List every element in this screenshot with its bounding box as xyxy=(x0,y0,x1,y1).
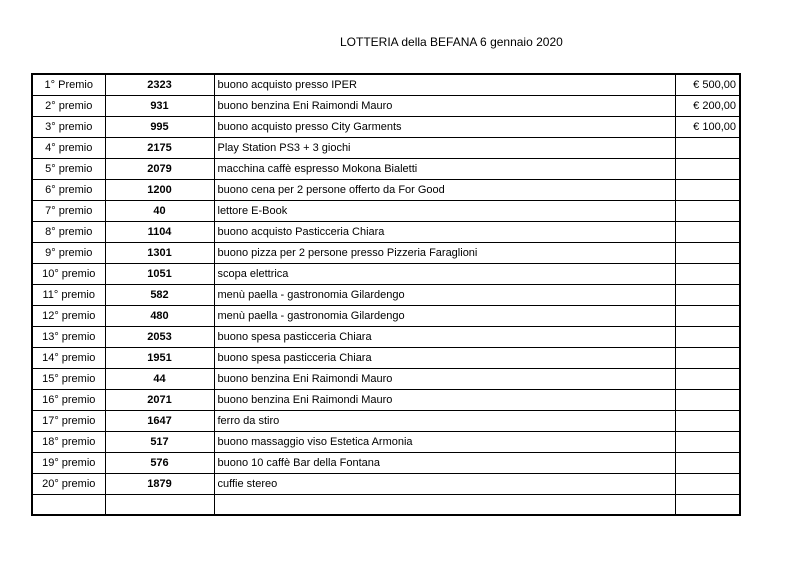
prize-description-cell: buono acquisto presso IPER xyxy=(214,74,675,96)
winning-number-cell: 2323 xyxy=(105,74,214,96)
prize-description-cell: buono 10 caffè Bar della Fontana xyxy=(214,453,675,474)
winning-number-cell: 582 xyxy=(105,285,214,306)
prize-value-cell xyxy=(675,159,740,180)
winning-number-cell: 44 xyxy=(105,369,214,390)
prize-rank-cell: 5° premio xyxy=(32,159,105,180)
prize-value-cell xyxy=(675,285,740,306)
prize-rank-cell: 17° premio xyxy=(32,411,105,432)
prize-rank-cell: 6° premio xyxy=(32,180,105,201)
table-row xyxy=(32,159,740,180)
table-row xyxy=(32,432,740,453)
winning-number-cell: 2071 xyxy=(105,390,214,411)
table-row xyxy=(32,222,740,243)
prize-description-cell: buono acquisto Pasticceria Chiara xyxy=(214,222,675,243)
prize-value-cell: € 200,00 xyxy=(675,96,740,117)
prize-value-cell xyxy=(675,180,740,201)
table-row xyxy=(32,495,740,516)
prize-value-cell xyxy=(675,348,740,369)
prize-value-cell xyxy=(675,495,740,516)
prize-value-cell: € 100,00 xyxy=(675,117,740,138)
winning-number-cell: 1051 xyxy=(105,264,214,285)
prize-table-body xyxy=(32,74,740,515)
prize-value-cell xyxy=(675,432,740,453)
winning-number-cell xyxy=(105,495,214,516)
prize-description-cell: buono pizza per 2 persone presso Pizzeria Faraglioni xyxy=(214,243,675,264)
prize-description-cell: buono spesa pasticceria Chiara xyxy=(214,327,675,348)
prize-value-cell: € 500,00 xyxy=(675,74,740,96)
prize-rank-cell: 13° premio xyxy=(32,327,105,348)
prize-rank-cell: 3° premio xyxy=(32,117,105,138)
prize-rank-cell: 4° premio xyxy=(32,138,105,159)
prize-description-cell: buono massaggio viso Estetica Armonia xyxy=(214,432,675,453)
prize-description-cell: buono benzina Eni Raimondi Mauro xyxy=(214,390,675,411)
prize-description-cell: buono benzina Eni Raimondi Mauro xyxy=(214,369,675,390)
prize-rank-cell: 1° Premio xyxy=(32,74,105,96)
prize-description-cell: buono benzina Eni Raimondi Mauro xyxy=(214,96,675,117)
winning-number-cell: 40 xyxy=(105,201,214,222)
prize-rank-cell: 20° premio xyxy=(32,474,105,495)
prize-description-cell xyxy=(214,495,675,516)
prize-value-cell xyxy=(675,411,740,432)
winning-number-cell: 995 xyxy=(105,117,214,138)
table-row xyxy=(32,74,740,96)
prize-value-cell xyxy=(675,327,740,348)
table-row xyxy=(32,138,740,159)
table-row xyxy=(32,327,740,348)
winning-number-cell: 2079 xyxy=(105,159,214,180)
prize-value-cell xyxy=(675,474,740,495)
table-row xyxy=(32,411,740,432)
prize-value-cell xyxy=(675,306,740,327)
prize-value-cell xyxy=(675,369,740,390)
prize-description-cell: Play Station PS3 + 3 giochi xyxy=(214,138,675,159)
table-row xyxy=(32,306,740,327)
prize-description-cell: lettore E-Book xyxy=(214,201,675,222)
prize-description-cell: ferro da stiro xyxy=(214,411,675,432)
prize-description-cell: scopa elettrica xyxy=(214,264,675,285)
prize-description-cell: buono spesa pasticceria Chiara xyxy=(214,348,675,369)
winning-number-cell: 1200 xyxy=(105,180,214,201)
winning-number-cell: 931 xyxy=(105,96,214,117)
table-row xyxy=(32,264,740,285)
table-row xyxy=(32,453,740,474)
prize-rank-cell: 19° premio xyxy=(32,453,105,474)
table-row xyxy=(32,369,740,390)
table-row xyxy=(32,474,740,495)
winning-number-cell: 576 xyxy=(105,453,214,474)
winning-number-cell: 1951 xyxy=(105,348,214,369)
winning-number-cell: 2175 xyxy=(105,138,214,159)
prize-description-cell: buono cena per 2 persone offerto da For Good xyxy=(214,180,675,201)
winning-number-cell: 1879 xyxy=(105,474,214,495)
prize-description-cell: menù paella - gastronomia Gilardengo xyxy=(214,306,675,327)
winning-number-cell: 1104 xyxy=(105,222,214,243)
prize-rank-cell: 7° premio xyxy=(32,201,105,222)
prize-description-cell: macchina caffè espresso Mokona Bialetti xyxy=(214,159,675,180)
prize-rank-cell: 15° premio xyxy=(32,369,105,390)
prize-rank-cell xyxy=(32,495,105,516)
prize-description-cell: menù paella - gastronomia Gilardengo xyxy=(214,285,675,306)
table-row xyxy=(32,180,740,201)
prize-rank-cell: 9° premio xyxy=(32,243,105,264)
winning-number-cell: 1301 xyxy=(105,243,214,264)
prize-rank-cell: 10° premio xyxy=(32,264,105,285)
prize-rank-cell: 14° premio xyxy=(32,348,105,369)
table-row xyxy=(32,285,740,306)
prize-value-cell xyxy=(675,453,740,474)
table-row xyxy=(32,243,740,264)
prize-value-cell xyxy=(675,201,740,222)
prize-value-cell xyxy=(675,243,740,264)
table-row xyxy=(32,117,740,138)
prize-rank-cell: 12° premio xyxy=(32,306,105,327)
winning-number-cell: 517 xyxy=(105,432,214,453)
prize-rank-cell: 8° premio xyxy=(32,222,105,243)
prize-value-cell xyxy=(675,138,740,159)
prize-description-cell: buono acquisto presso City Garments xyxy=(214,117,675,138)
prize-rank-cell: 16° premio xyxy=(32,390,105,411)
prize-rank-cell: 18° premio xyxy=(32,432,105,453)
prize-table xyxy=(31,73,741,516)
prize-description-cell: cuffie stereo xyxy=(214,474,675,495)
table-row xyxy=(32,390,740,411)
table-row xyxy=(32,96,740,117)
prize-value-cell xyxy=(675,390,740,411)
winning-number-cell: 2053 xyxy=(105,327,214,348)
page-title: LOTTERIA della BEFANA 6 gennaio 2020 xyxy=(340,35,563,49)
table-row xyxy=(32,348,740,369)
winning-number-cell: 1647 xyxy=(105,411,214,432)
prize-value-cell xyxy=(675,222,740,243)
prize-value-cell xyxy=(675,264,740,285)
winning-number-cell: 480 xyxy=(105,306,214,327)
prize-rank-cell: 11° premio xyxy=(32,285,105,306)
prize-rank-cell: 2° premio xyxy=(32,96,105,117)
table-row xyxy=(32,201,740,222)
